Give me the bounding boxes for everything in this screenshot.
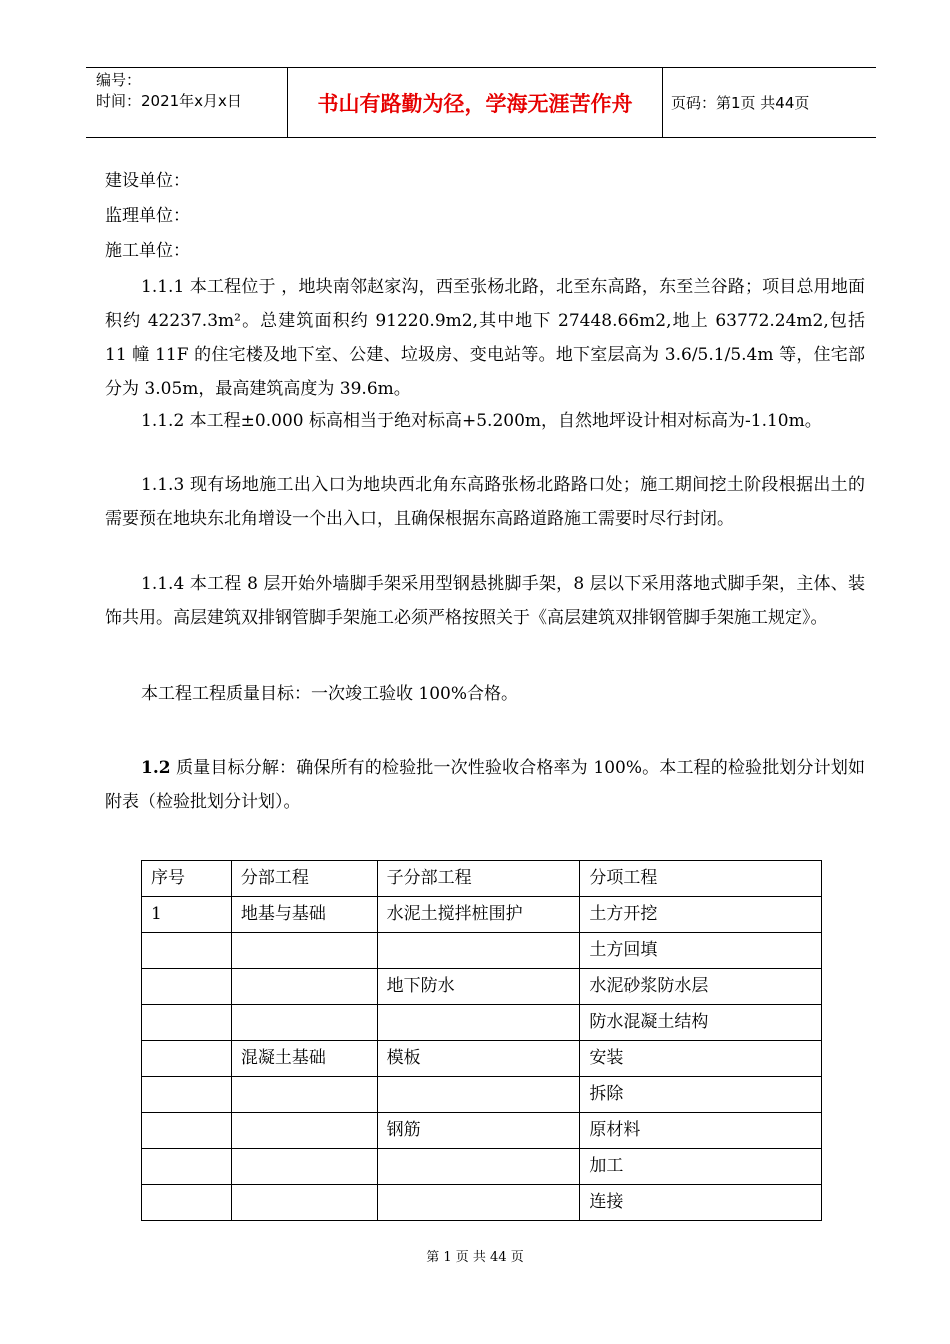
paragraph-1-1-4: 1.1.4 本工程 8 层开始外墙脚手架采用型钢悬挑脚手架，8 层以下采用落地式脚手架，主体、装饰共用。高层建筑双排钢管脚手架施工必须严格按照关于《高层建筑双排钢管脚手架施工规定》。 bbox=[105, 574, 865, 628]
table-row bbox=[142, 1113, 822, 1149]
table-cell bbox=[142, 1005, 232, 1041]
table-header-cell: 序号 bbox=[142, 861, 232, 897]
table-cell: 模板 bbox=[377, 1041, 580, 1077]
table-cell bbox=[142, 1041, 232, 1077]
table-cell: 水泥砂浆防水层 bbox=[580, 969, 822, 1005]
table-cell: 土方回填 bbox=[580, 933, 822, 969]
table-header-cell: 分项工程 bbox=[580, 861, 822, 897]
table-cell: 地基与基础 bbox=[231, 897, 377, 933]
table-header-cell: 子分部工程 bbox=[377, 861, 580, 897]
table-cell bbox=[231, 933, 377, 969]
paragraph-1-1-1: 1.1.1 本工程位于 ，地块南邻赵家沟，西至张杨北路，北至东高路，东至兰谷路；项目总用地面积约 42237.3m²。总建筑面积约 91220.9m2,其中地下 27448.66m2,地上 63772.24m2,包括 11 幢 11F 的住宅楼及地下室、公建、垃圾房、变电站等。地下室层高为 3.6/5.1/5.4m 等，住宅部分为 3.05m，最高建筑高度为 39.6m。 bbox=[105, 277, 865, 399]
header-page-number: 页码：第1页 共44页 bbox=[671, 94, 810, 112]
table-header-row bbox=[142, 861, 822, 897]
table-cell bbox=[231, 1005, 377, 1041]
table-cell: 钢筋 bbox=[377, 1113, 580, 1149]
table-cell: 水泥土搅拌桩围护 bbox=[377, 897, 580, 933]
table-row bbox=[142, 1077, 822, 1113]
table-cell bbox=[231, 1113, 377, 1149]
supervision-unit-label: 监理单位： bbox=[105, 206, 190, 226]
table-cell bbox=[377, 933, 580, 969]
table-header-cell: 分部工程 bbox=[231, 861, 377, 897]
table-row bbox=[142, 1005, 822, 1041]
paragraph-1-1-2: 1.1.2 本工程±0.000 标高相当于绝对标高+5.200m，自然地坪设计相对标高为-1.10m。 bbox=[141, 411, 822, 431]
section-text: 质量目标分解：确保所有的检验批一次性验收合格率为 100%。本工程的检验批划分计划如附表（检验批划分计划）。 bbox=[105, 758, 865, 812]
table-cell: 土方开挖 bbox=[580, 897, 822, 933]
inspection-batch-table bbox=[141, 860, 822, 1221]
paragraph-1-2 bbox=[105, 751, 865, 819]
table-cell: 混凝土基础 bbox=[231, 1041, 377, 1077]
table-cell bbox=[142, 1077, 232, 1113]
table-cell bbox=[231, 1077, 377, 1113]
table-cell: 地下防水 bbox=[377, 969, 580, 1005]
code-label: 编号： bbox=[96, 71, 142, 89]
table-row bbox=[142, 1185, 822, 1221]
table-cell bbox=[142, 1149, 232, 1185]
quality-goal: 本工程工程质量目标：一次竣工验收 100%合格。 bbox=[141, 684, 519, 704]
page-header bbox=[86, 67, 876, 138]
table-row bbox=[142, 1149, 822, 1185]
table-cell: 加工 bbox=[580, 1149, 822, 1185]
table-cell: 原材料 bbox=[580, 1113, 822, 1149]
table-row bbox=[142, 1041, 822, 1077]
table-cell bbox=[377, 1149, 580, 1185]
page-footer: 第 1 页 共 44 页 bbox=[426, 1250, 524, 1265]
section-number: 1.2 bbox=[141, 758, 171, 778]
table-cell: 安装 bbox=[580, 1041, 822, 1077]
table-cell bbox=[142, 933, 232, 969]
header-meta bbox=[86, 68, 287, 137]
header-motto: 书山有路勤为径，学海无涯苦作舟 bbox=[287, 68, 663, 137]
table-cell: 防水混凝土结构 bbox=[580, 1005, 822, 1041]
table-cell bbox=[377, 1185, 580, 1221]
table-row bbox=[142, 897, 822, 933]
table-cell: 1 bbox=[142, 897, 232, 933]
table-cell: 拆除 bbox=[580, 1077, 822, 1113]
table-cell bbox=[142, 1113, 232, 1149]
contractor-unit-label: 施工单位： bbox=[105, 241, 190, 261]
table-cell bbox=[377, 1077, 580, 1113]
table-cell bbox=[377, 1005, 580, 1041]
table-cell: 连接 bbox=[580, 1185, 822, 1221]
table-cell bbox=[142, 1185, 232, 1221]
table-cell bbox=[231, 969, 377, 1005]
time-label: 时间：2021年x月x日 bbox=[96, 92, 242, 110]
construction-unit-label: 建设单位： bbox=[105, 171, 190, 191]
table-cell bbox=[231, 1185, 377, 1221]
table-cell bbox=[142, 969, 232, 1005]
paragraph-1-1-3: 1.1.3 现有场地施工出入口为地块西北角东高路张杨北路路口处；施工期间挖土阶段根据出土的需要预在地块东北角增设一个出入口，且确保根据东高路道路施工需要时尽行封闭。 bbox=[105, 475, 865, 529]
table-row bbox=[142, 969, 822, 1005]
table-cell bbox=[231, 1149, 377, 1185]
table-row bbox=[142, 933, 822, 969]
